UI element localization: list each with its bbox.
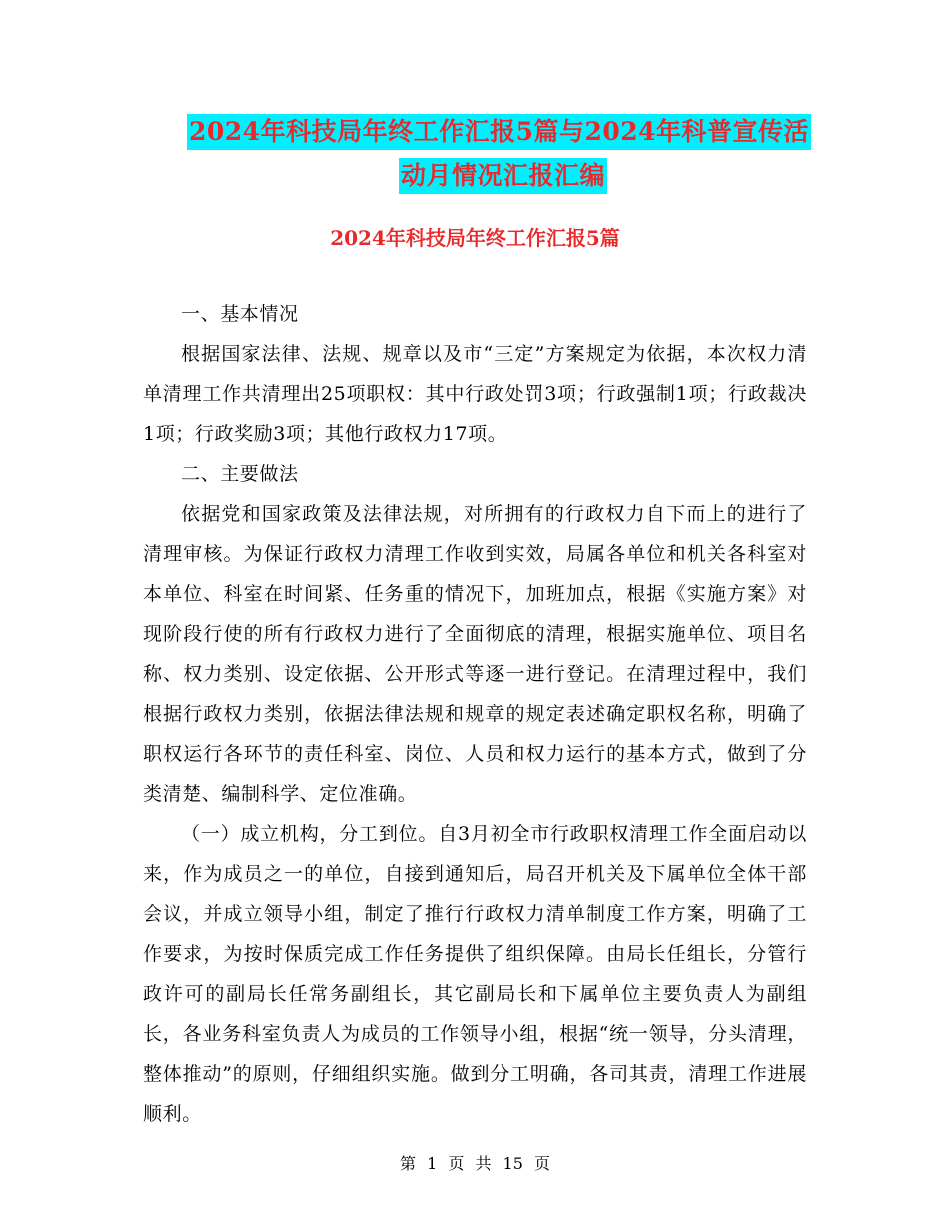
heading-main-practices: 二、主要做法 — [181, 463, 299, 485]
paragraph-organization: （一）成立机构，分工到位。自3月初全市行政职权清理工作全面启动以来，作为成员之一的单位，自接到通知后，局召开机关及下属单位全体干部会议，并成立领导小组，制定了推行行政权力清单制度工作方案，明确了工作要求，为按时保质完成工作任务提供了组织保障。由局长任组长，分管行政许可的副局长任常务副组长，其它副局长和下属单位主要负责人为副组长，各业务科室负责人为成员的工作领导小组，根据“统一领导，分头清理，整体推动”的原则，仔细组织实施。做到分工明确，各司其责，清理工作进展顺利。 — [143, 823, 807, 1125]
document-body — [143, 294, 807, 1134]
heading-basic-situation: 一、基本情况 — [181, 303, 299, 325]
section-subtitle: 2024年科技局年终工作汇报5篇 — [330, 226, 620, 250]
page-footer: 第 1 页 共 15 页 — [400, 1154, 550, 1173]
paragraph-review-process: 依据党和国家政策及法律法规，对所拥有的行政权力自下而上的进行了清理审核。为保证行政权力清理工作收到实效，局属各单位和机关各科室对本单位、科室在时间紧、任务重的情况下，加班加点，根据《实施方案》对现阶段行使的所有行政权力进行了全面彻底的清理，根据实施单位、项目名称、权力类别、设定依据、公开形式等逐一进行登记。在清理过程中，我们根据行政权力类别，依据法律法规和规章的规定表述确定职权名称，明确了职权运行各环节的责任科室、岗位、人员和权力运行的基本方式，做到了分类清楚、编制科学、定位准确。 — [143, 503, 807, 805]
paragraph-power-list: 根据国家法律、法规、规章以及市“三定”方案规定为依据，本次权力清单清理工作共清理出25项职权：其中行政处罚3项；行政强制1项；行政裁决1项；行政奖励3项；其他行政权力17项。 — [143, 343, 807, 445]
document-title-line-2: 动月情况汇报汇编 — [399, 158, 607, 194]
document-title-line-1: 2024年科技局年终工作汇报5篇与2024年科普宣传活 — [187, 114, 811, 150]
